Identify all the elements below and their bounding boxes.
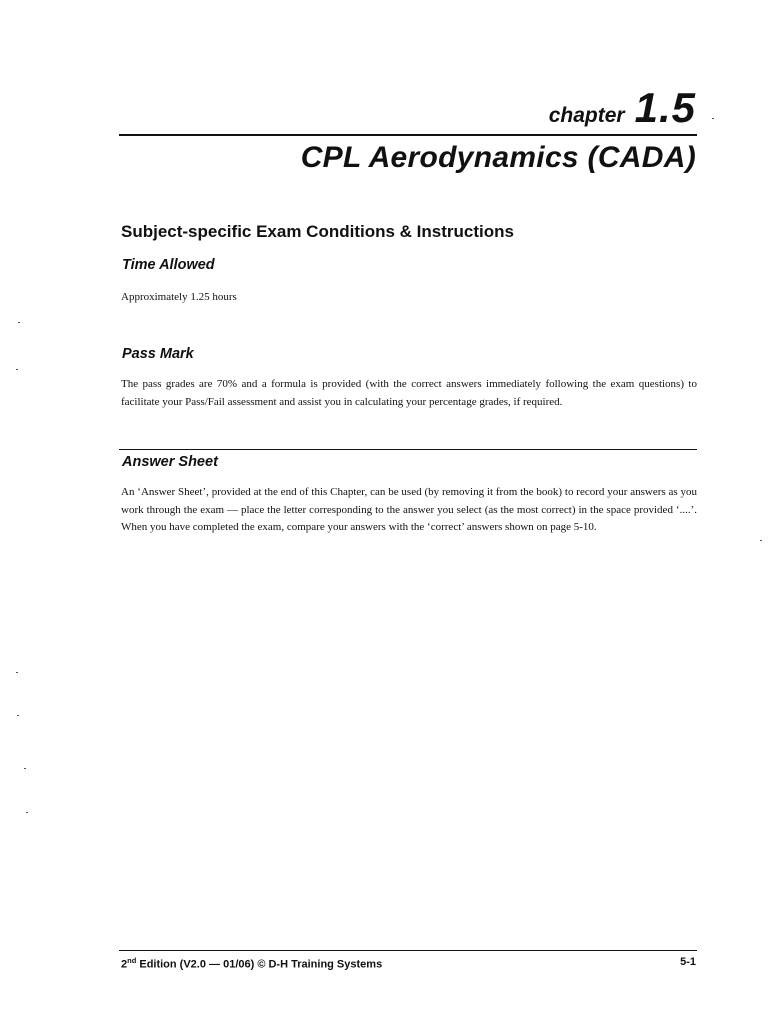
footer-rule xyxy=(119,950,697,951)
edition-number: 2 xyxy=(121,958,128,971)
scan-speck xyxy=(16,369,18,370)
scan-speck xyxy=(24,768,26,769)
chapter-heading xyxy=(549,84,696,132)
footer-edition xyxy=(121,956,382,971)
time-allowed-text: Approximately 1.25 hours xyxy=(121,291,237,303)
chapter-title: CPL Aerodynamics (CADA) xyxy=(300,141,696,174)
chapter-number: 1.5 xyxy=(634,84,696,131)
chapter-label: chapter xyxy=(548,104,625,127)
edition-text: Edition (V2.0 — 01/06) © D-H Training Systems xyxy=(136,958,383,971)
time-allowed-heading: Time Allowed xyxy=(122,257,215,273)
answer-sheet-text: An ‘Answer Sheet’, provided at the end of this Chapter, can be used (by removing it from the book) to record your answers as you work through the exam — place the letter corresponding to the answer you select (as the most correct) in the space provided ‘....’. When you have completed the exam, compare your answers with the ‘correct’ answers shown on page 5-10. xyxy=(121,486,697,533)
scan-speck xyxy=(16,672,18,673)
scan-speck xyxy=(712,118,714,119)
section-title: Subject-specific Exam Conditions & Instructions xyxy=(121,222,514,241)
page-number: 5-1 xyxy=(680,956,696,968)
pass-mark-heading: Pass Mark xyxy=(122,346,194,362)
scan-speck xyxy=(18,322,20,323)
scan-speck xyxy=(17,715,19,716)
edition-suffix: nd xyxy=(127,956,137,965)
scan-speck xyxy=(26,812,28,813)
section-divider xyxy=(119,449,697,450)
pass-mark-text: The pass grades are 70% and a formula is provided (with the correct answers immediately following the exam questions) to facilitate your Pass/Fail assessment and assist you in calculating your percentage grades, if required. xyxy=(121,378,697,408)
answer-sheet-heading: Answer Sheet xyxy=(122,454,218,470)
header-rule xyxy=(119,134,697,136)
scan-speck xyxy=(760,540,762,541)
